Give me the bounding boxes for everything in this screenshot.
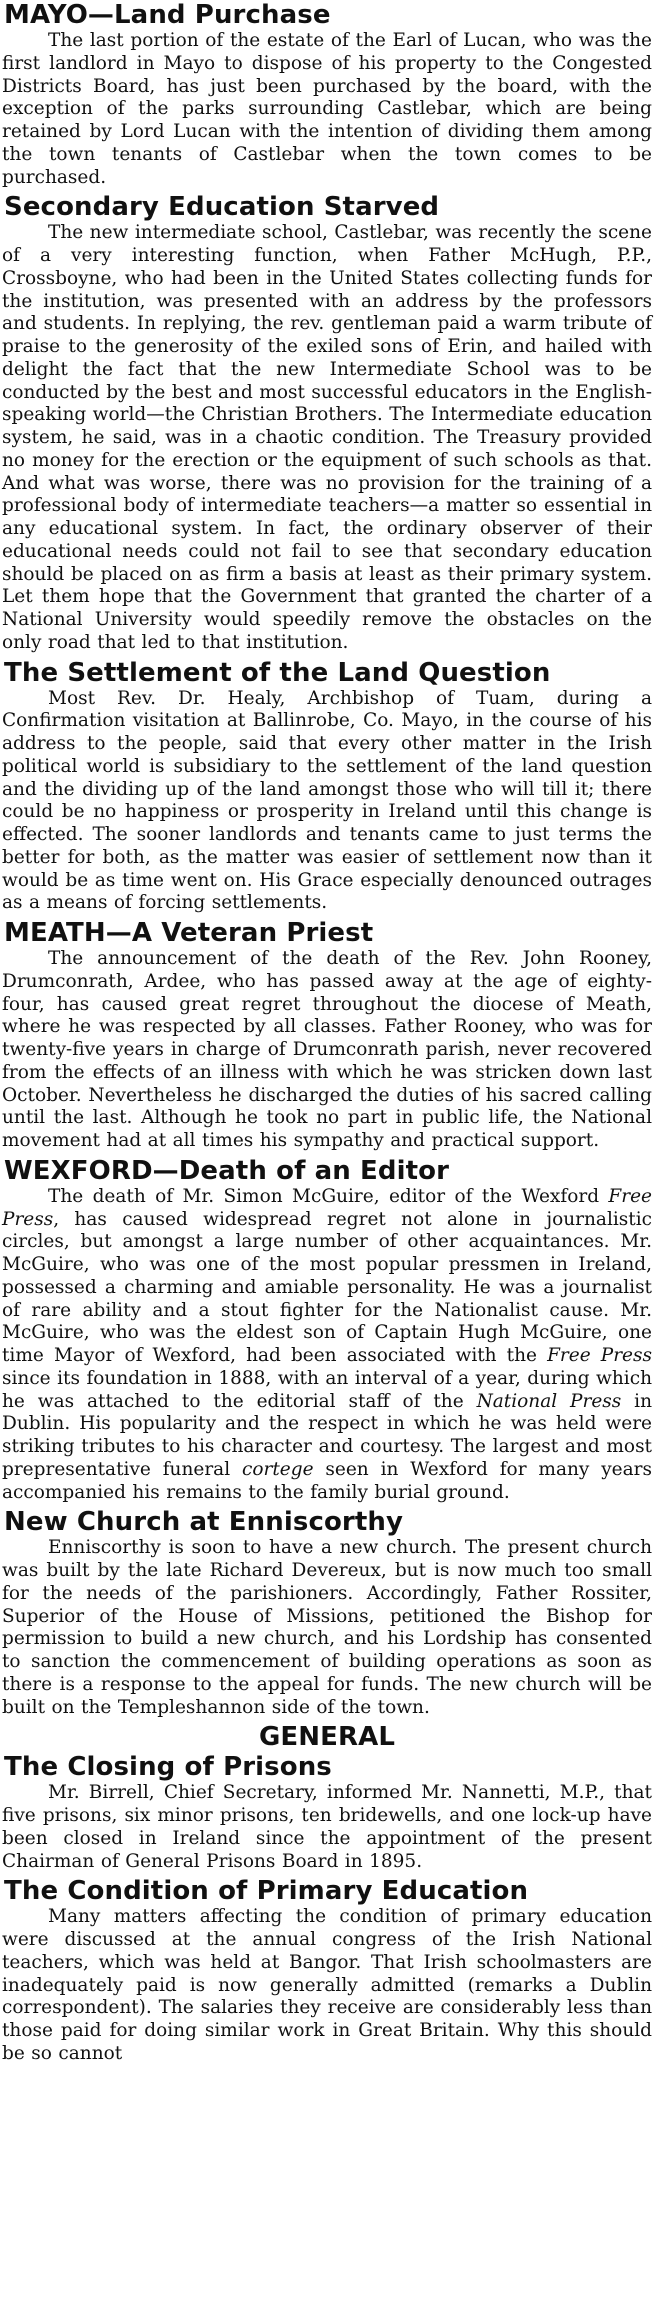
article-paragraph: Most Rev. Dr. Healy, Archbishop of Tuam, during a Confirmation visitation at Ballinrobe, Co. Mayo, in the course of his address to the people, said that every other matter in the Irish political world is subsidiary to the settlement of the land question and the dividing up of the land amongst those who will till it; there could be no happiness or prosperity in Ireland until this change is effected. The sooner landlords and tenants came to just terms the better for both, as the matter was easier of settlement now than it would be as time went on. His Grace especially denounced outrages as a means of forcing settlements.	[2, 687, 652, 914]
newspaper-column	[2, 0, 652, 2069]
article-heading: The Settlement of the Land Question	[4, 657, 551, 688]
article-heading: MAYO—Land Purchase	[4, 0, 331, 30]
article-paragraph: Mr. Birrell, Chief Secretary, informed Mr. Nannetti, M.P., that five prisons, six minor prisons, ten bridewells, and one lock-up have been closed in Ireland since the appointment of the present Chairman of General Prisons Board in 1895.	[2, 1782, 652, 1872]
article-paragraph: The death of Mr. Simon McGuire, editor of the Wexford Free Press, has caused widespread regret not alone in journalistic circles, but amongst a large number of other acquaintances. Mr. McGuire, who was one of the most popular pressmen in Ireland, possessed a charming and amiable personality. He was a journalist of rare ability and a stout fighter for the Nationalist cause. Mr. McGuire, who was the eldest son of Captain Hugh McGuire, one time Mayor of Wexford, had been associated with the Free Press since its foundation in 1888, with an interval of a year, during which he was attached to the editorial staff of the National Press in Dublin. His popularity and the respect in which he was held were striking tributes to his character and courtesy. The largest and most prepresentative funeral cortege seen in Wexford for many years accompanied his remains to the family burial ground.	[2, 1185, 653, 1503]
article-heading: Secondary Education Starved	[4, 192, 440, 223]
article-paragraph: Enniscorthy is soon to have a new church. The present church was built by the late Richard Devereux, but is now much too small for the needs of the parishioners. Accordingly, Father Rossiter, Superior of the House of Missions, petitioned the Bishop for permission to build a new church, and his Lordship has consented to sanction the commencement of building operations as soon as there is a response to the appeal for funds. The new church will be built on the Templeshannon side of the town.	[2, 1537, 652, 1718]
article-paragraph: Many matters affecting the condition of primary education were discussed at the annual congress of the Irish National teachers, which was held at Bangor. That Irish schoolmasters are inadequately paid is now generally admitted (remarks a Dublin correspondent). The salaries they receive are considerably less than those paid for doing similar work in Great Britain. Why this should be so cannot	[2, 1906, 652, 2064]
article-heading: The Closing of Prisons	[4, 1752, 332, 1783]
article-paragraph: The last portion of the estate of the Earl of Lucan, who was the first landlord in Mayo to dispose of his property to the Congested Districts Board, has just been purchased by the board, with the exception of the parks surrounding Castlebar, which are being retained by Lord Lucan with the intention of dividing them among the town tenants of Castlebar when the town comes to be purchased.	[2, 30, 652, 188]
article-paragraph: The announcement of the death of the Rev. John Rooney, Drumconrath, Ardee, who has passed away at the age of eighty-four, has caused great regret throughout the diocese of Meath, where he was respected by all classes. Father Rooney, who was for twenty-five years in charge of Drumconrath parish, never recovered from the effects of an illness with which he was stricken down last October. Nevertheless he discharged the duties of his sacred calling until the last. Although he took no part in public life, the National movement had at all times his sympathy and practical support.	[2, 948, 652, 1151]
article-heading: The Condition of Primary Education	[4, 1876, 529, 1907]
section-heading: GENERAL	[258, 1722, 396, 1753]
article-heading: New Church at Enniscorthy	[4, 1507, 404, 1538]
article-heading: MEATH—A Veteran Priest	[4, 918, 374, 948]
article-paragraph: The new intermediate school, Castlebar, was recently the scene of a very interesting function, when Father McHugh, P.P., Crossboyne, who had been in the United States collecting funds for the institution, was presented with an address by the professors and students. In replying, the rev. gentleman paid a warm tribute of praise to the generosity of the exiled sons of Erin, and hailed with delight the fact that the new Intermediate School was to be conducted by the best and most successful educators in the English-speaking world—the Christian Brothers. The Intermediate education system, he said, was in a chaotic condition. The Treasury provided no money for the erection or the equipment of such schools as that. And what was worse, there was no provision for the training of a professional body of intermediate teachers—a matter so essential in any educational system. In fact, the ordinary observer of their educational needs could not fail to see that secondary education should be placed on as firm a basis at least as their primary system. Let them hope that the Government that granted the charter of a National University would speedily remove the obstacles on the only road that led to that institution.	[2, 222, 652, 653]
article-heading: WEXFORD—Death of an Editor	[4, 1155, 450, 1186]
